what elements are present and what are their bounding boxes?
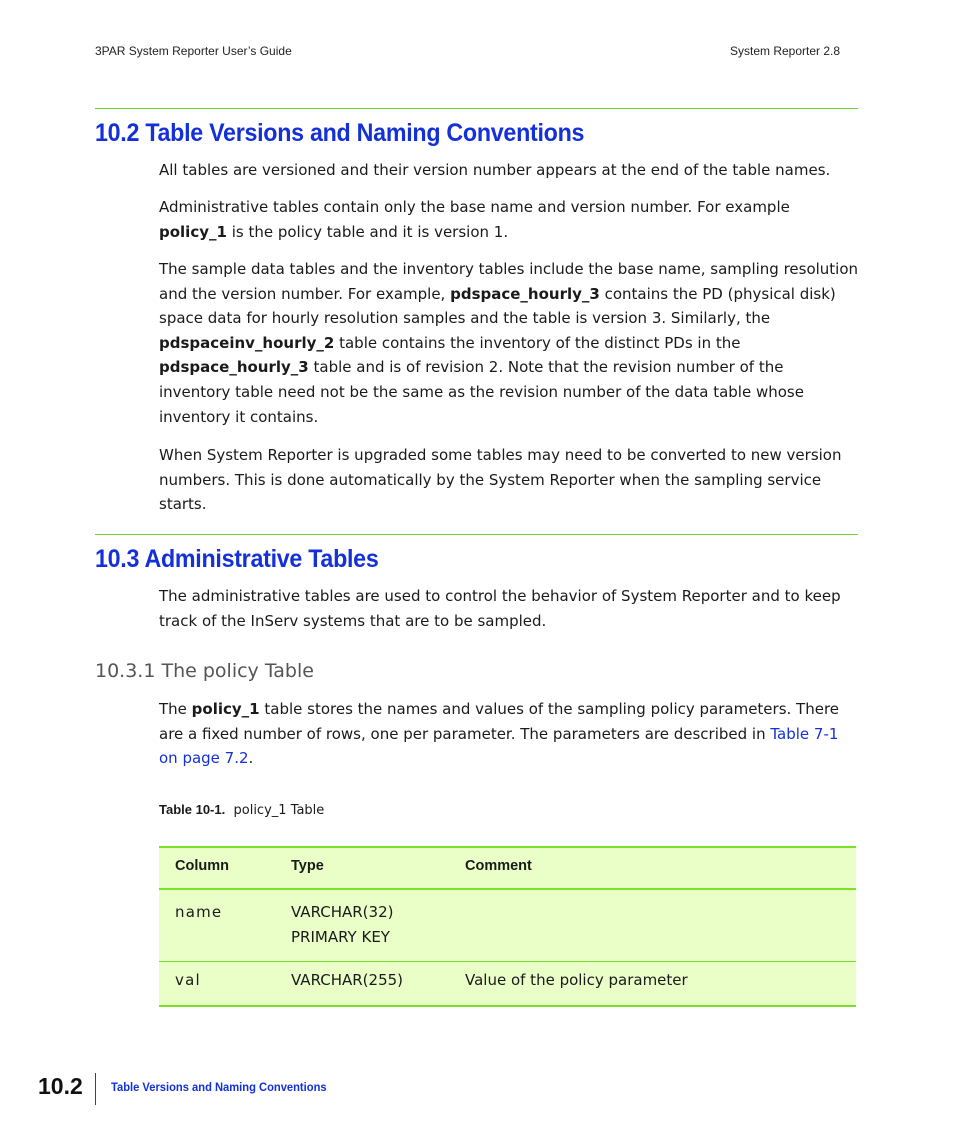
running-header-left: 3PAR System Reporter User’s Guide [95,44,292,58]
section-divider [95,108,858,109]
column-header: Column [159,847,275,889]
cross-reference-link[interactable]: Table 7-1 on page 7.2 [159,724,839,768]
section-title-10-2: 10.2 Table Versions and Naming Conventions [95,119,585,147]
table-row [159,962,856,1006]
footer-divider [95,1073,96,1105]
table-cell-type: VARCHAR(32) PRIMARY KEY [275,889,449,962]
table-row [159,889,856,962]
running-header-right: System Reporter 2.8 [730,44,841,58]
section-divider [95,534,858,535]
column-header: Type [275,847,449,889]
column-header: Comment [449,847,856,889]
paragraph: The sample data tables and the inventory tables include the base name, sampling resolution and the version number. For example, pdspace_hourly_3 contains the PD (physical disk) space data for hourly resolution samples and the table is version 3. Similarly, the pdspaceinv_hourly_2 table contains the inventory of the distinct PDs in the pdspace_hourly_3 table and is of revision 2. Note that the revision number of the inventory table need not be the same as the revision number of the data table whose inventory it contains. [159,260,859,426]
paragraph: When System Reporter is upgraded some tables may need to be converted to new version numbers. This is done automatically by the System Reporter when the sampling service starts. [159,446,842,514]
footer-chapter-title: Table Versions and Naming Conventions [111,1080,327,1094]
paragraph: The administrative tables are used to control the behavior of System Reporter and to keep track of the InServ systems that are to be sampled. [159,587,841,630]
subsection-title-10-3-1: 10.3.1 The policy Table [95,660,314,682]
policy-table [159,846,856,1007]
table-cell-type: VARCHAR(255) [275,962,449,1006]
table-header-row [159,847,856,889]
paragraph: Administrative tables contain only the base name and version number. For example policy_1 is the policy table and it is version 1. [159,198,790,241]
paragraph: All tables are versioned and their version number appears at the end of the table names. [159,161,831,179]
table-caption: Table 10-1. policy_1 Table [159,802,325,818]
page-number: 10.2 [38,1073,83,1099]
table-cell-comment [449,889,856,962]
table-cell-column: val [159,962,275,1006]
table-cell-column: name [159,889,275,962]
section-title-10-3: 10.3 Administrative Tables [95,545,379,573]
paragraph: The policy_1 table stores the names and values of the sampling policy parameters. There are a fixed number of rows, one per parameter. The parameters are described in Table 7-1 on page 7.2. [159,700,840,768]
table-cell-comment: Value of the policy parameter [449,962,856,1006]
